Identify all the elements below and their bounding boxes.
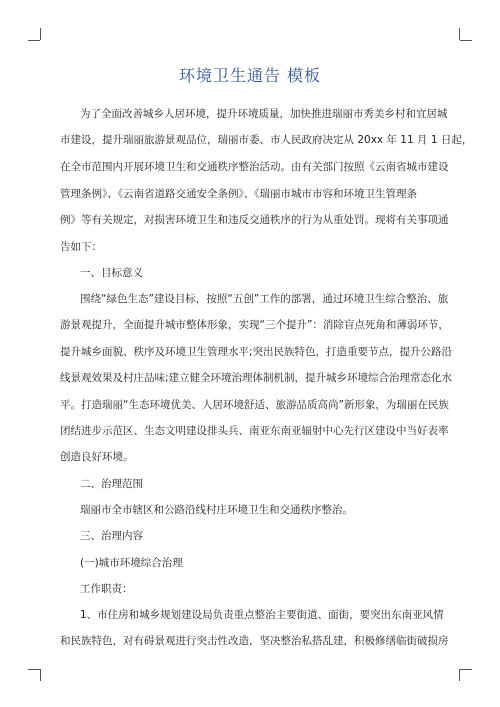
paragraph-line: 平。打造瑞丽“生态环境优美、人居环境舒适、旅游品质高尚”新形象，为瑞丽在民族 (60, 399, 449, 411)
paragraph-line: 在全市范围内开展环境卫生和交通秩序整治活动。由有关部门按照《云南省城市建设 (60, 161, 449, 173)
crop-mark-top-left (28, 40, 40, 41)
paragraph-line: 创造良好环境。 (60, 451, 134, 463)
crop-mark-bottom-right (460, 669, 472, 670)
paragraph-line: 提升城乡面貌、秩序及环境卫生管理水平;突出民族特色，打造重要节点，提升公路沿 (60, 346, 453, 358)
crop-mark-bottom-right (459, 669, 460, 681)
paragraph-line: 管理条例》、《云南省道路交通安全条例》、《瑞丽市城市市容和环境卫生管理条 (60, 188, 417, 200)
section-heading: 一、目标意义 (80, 267, 143, 279)
paragraph-line: 和民族特色，对有碍景观进行突击性改造，坚决整治私搭乱建，积极修缮临街破损房 (60, 635, 449, 647)
paragraph-line: 为了全面改善城乡人居环境，提升环境质量，加快推进瑞丽市秀美乡村和宜居城 (80, 108, 448, 120)
section-heading: 二、治理范围 (80, 478, 143, 490)
paragraph-line: 告如下： (60, 241, 102, 253)
paragraph-line: 游景观提升，全面提升城市整体形象，实现“三个提升”：消除盲点死角和薄弱环节， (60, 319, 449, 331)
paragraph-line: 例》等有关规定，对损害环境卫生和违反交通秩序的行为从重处罚。现将有关事项通 (60, 214, 449, 226)
crop-mark-top-right (459, 28, 460, 40)
paragraph-line: 市建设，提升瑞丽旅游景观品位，瑞丽市委、市人民政府决定从 20xx 年 11 月 1 日起， (60, 134, 473, 146)
subsection-heading: (一)城市环境综合治理 (80, 557, 183, 569)
paragraph-line: 工作职责： (80, 583, 133, 595)
crop-mark-bottom-left (40, 669, 41, 681)
crop-mark-bottom-left (28, 669, 40, 670)
paragraph-line: 线景观效果及村庄品味;建立健全环境治理体制机制，提升城乡环境综合治理常态化水 (60, 372, 453, 384)
paragraph-line: 瑞丽市全市辖区和公路沿线村庄环境卫生和交通秩序整治。 (80, 504, 353, 516)
section-heading: 三、治理内容 (80, 530, 143, 542)
document-title: 环境卫生通告 模板 (178, 66, 322, 85)
crop-mark-top-left (40, 28, 41, 40)
crop-mark-top-right (460, 40, 472, 41)
paragraph-line: 团结进步示范区、生态文明建设排头兵、南亚东南亚辐射中心先行区建设中当好表率 (60, 425, 449, 437)
paragraph-line: 1、市住房和城乡规划建设局负责重点整治主要街道、面街，要突出东南亚风情 (80, 609, 444, 621)
paragraph-line: 围绕“绿色生态”建设目标，按照“五创”工作的部署，通过环境卫生综合整治、旅 (80, 293, 449, 305)
